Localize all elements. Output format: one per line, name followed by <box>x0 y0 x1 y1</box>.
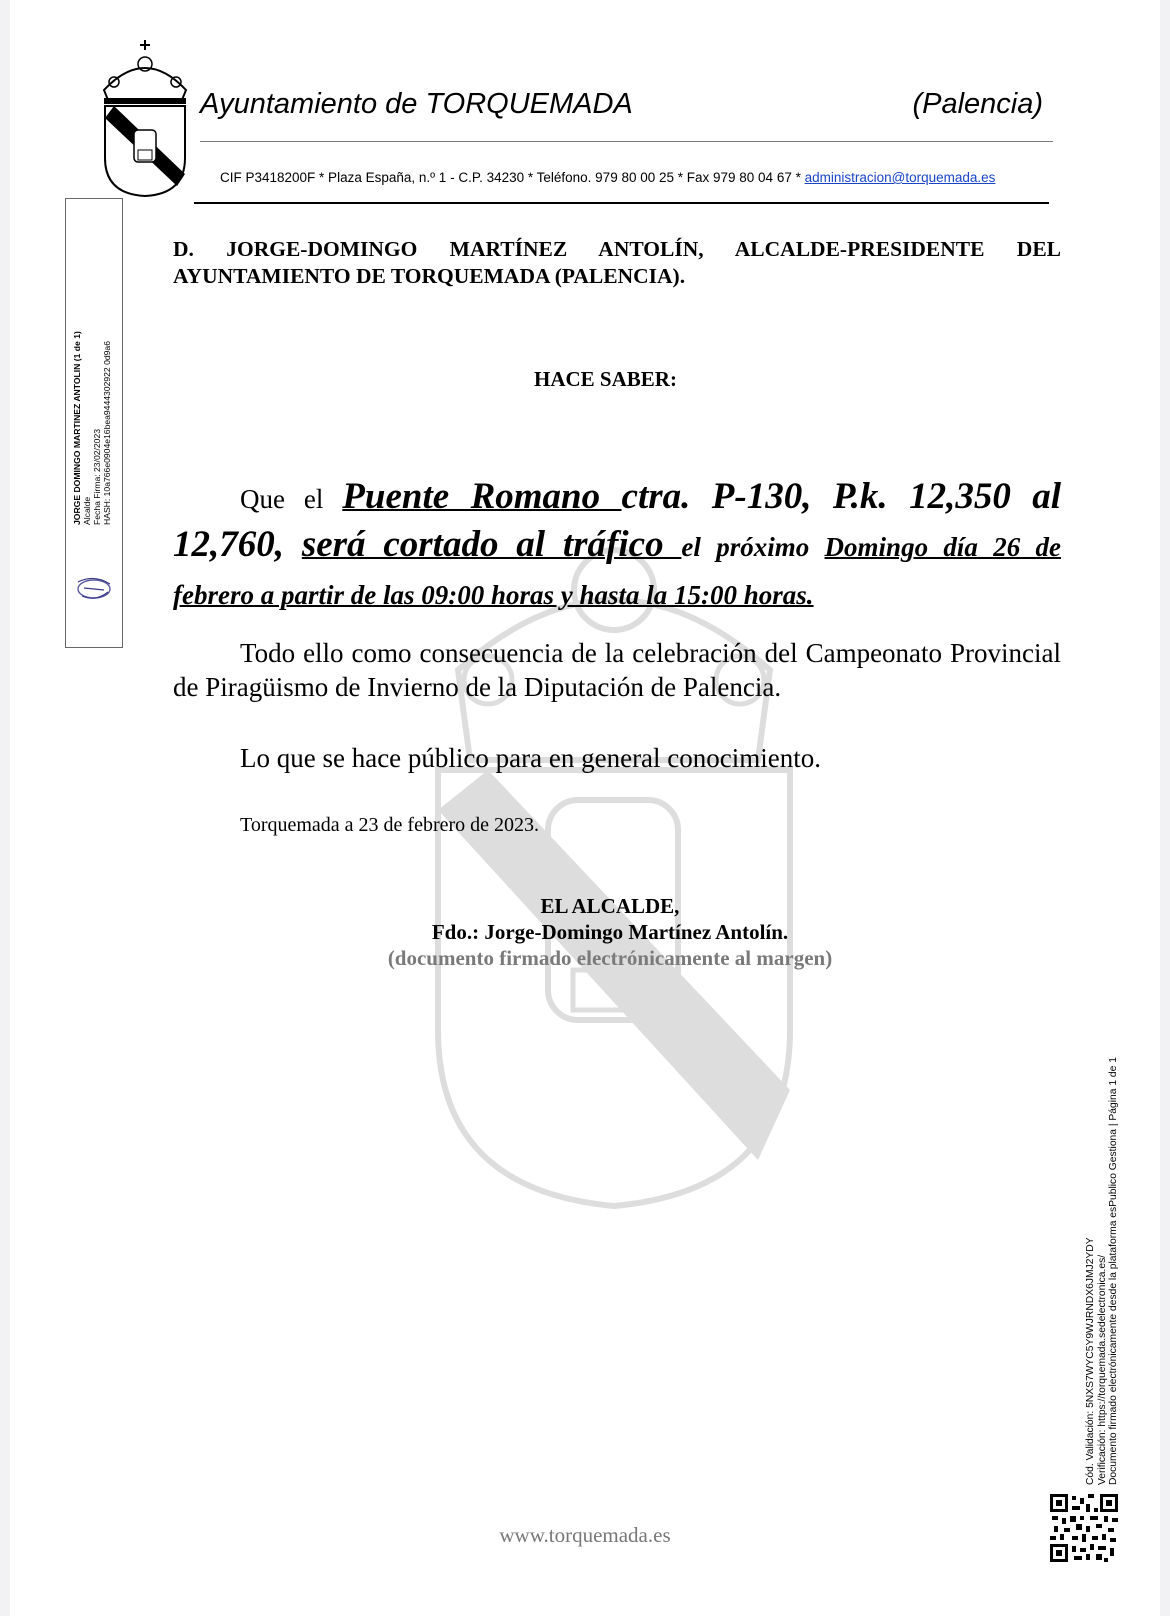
website-footer: www.torquemada.es <box>499 1523 671 1547</box>
verification-block <box>1085 965 1120 1485</box>
signature-stamp <box>72 85 112 525</box>
cause-paragraph <box>173 636 1061 704</box>
public-notice: Lo que se hace público para en general conocimiento. <box>240 743 822 773</box>
announcement-connector: el próximo <box>681 532 825 562</box>
signer-role: Alcalde <box>82 496 92 525</box>
official-heading-line1: D. JORGE-DOMINGO MARTÍNEZ ANTOLÍN, ALCALDE-PRESIDENTE DEL <box>173 237 1061 261</box>
platform-note: Documento firmado electrónicamente desde la plataforma esPublico Gestiona | Página 1 de 1 <box>1108 1057 1119 1485</box>
official-heading-line2: AYUNTAMIENTO DE TORQUEMADA (PALENCIA). <box>173 264 686 288</box>
road-location: ctra. P-130, P.k. 12,350 al 12,760, <box>173 476 1062 565</box>
signer-name: JORGE DOMINGO MARTINEZ ANTOLIN (1 de 1) <box>72 331 82 525</box>
document-page <box>10 0 1160 1616</box>
signoff-block <box>350 893 870 971</box>
signoff-name: Fdo.: Jorge-Domingo Martínez Antolín. <box>431 920 789 944</box>
signoff-note: (documento firmado electrónicamente al margen) <box>387 946 833 970</box>
contact-line <box>220 170 995 185</box>
header-divider <box>200 141 1053 142</box>
place-date: Torquemada a 23 de febrero de 2023. <box>240 814 540 836</box>
cause-text: Todo ello como consecuencia de la celebración del Campeonato Provincial de Piragüismo de Invierno de la Diputación de Palencia. <box>173 638 1061 702</box>
closure-date: Domingo día 26 de <box>824 532 1062 562</box>
municipality-title: Ayuntamiento de TORQUEMADA <box>200 88 633 120</box>
qr-code-icon <box>1050 1494 1118 1562</box>
signature-date: Fecha Firma: 23/02/2023 <box>92 428 102 525</box>
signoff-title: EL ALCALDE, <box>540 894 680 918</box>
validation-code: Cód. Validación: 5NXS7WYC5Y9WJRNDX6JMJ2YDY <box>1085 1237 1096 1485</box>
header-rule <box>194 202 1049 204</box>
signature-hash: HASH: 10a766e0904e16bea9444302922 0d9a6 <box>102 341 112 525</box>
announcement-paragraph <box>173 474 1061 618</box>
contact-details: CIF P3418200F * Plaza España, n.º 1 - C.P. 34230 * Teléfono. 979 80 00 25 * Fax 979 80 04 67 * <box>220 170 805 185</box>
signature-scribble-icon <box>74 572 114 604</box>
announcement-intro: Que el <box>240 484 343 514</box>
closure-time: febrero a partir de las 09:00 horas y hasta la 15:00 horas. <box>173 580 814 610</box>
official-heading <box>173 236 1061 290</box>
province-label: (Palencia) <box>912 88 1043 120</box>
contact-email-link[interactable]: administracion@torquemada.es <box>804 170 996 185</box>
verification-url: Verificación: https://torquemada.sedelectronica.es/ <box>1096 1254 1108 1485</box>
closure-notice: será cortado al tráfico <box>301 524 682 565</box>
bridge-name: Puente Romano <box>342 476 622 517</box>
hace-saber-heading: HACE SABER: <box>534 367 677 391</box>
